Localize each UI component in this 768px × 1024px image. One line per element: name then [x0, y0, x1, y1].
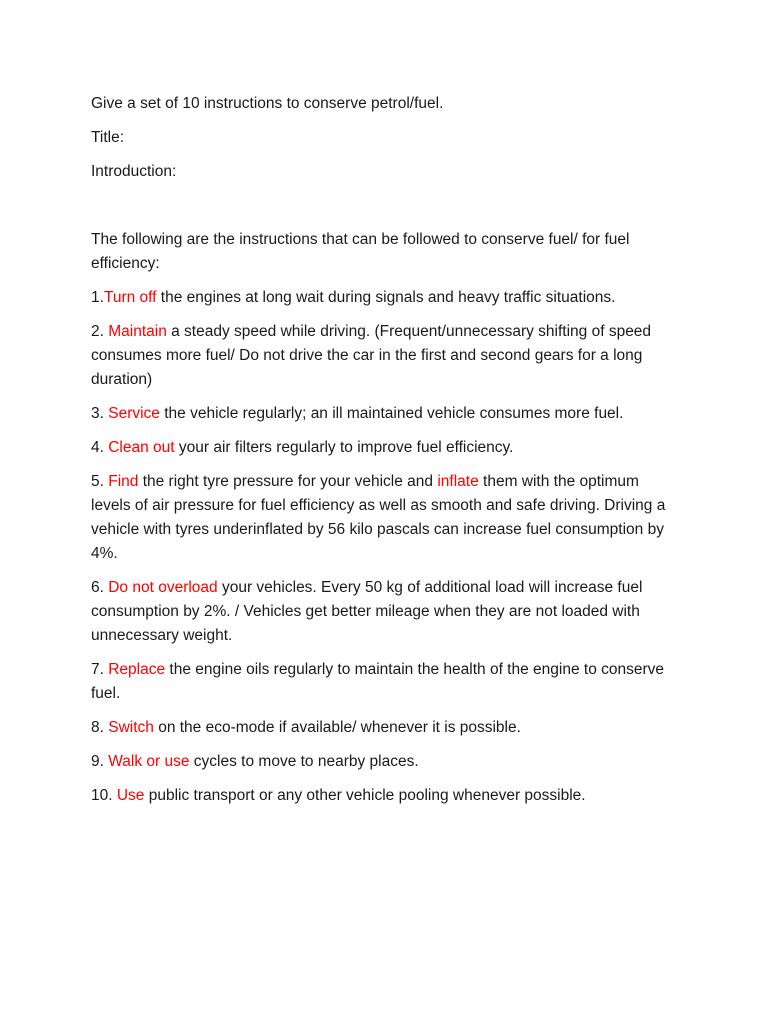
instruction-7: [91, 658, 681, 706]
instruction-text: on the eco-mode if available/ whenever it is possible.: [153, 719, 521, 736]
instruction-highlight: Maintain: [108, 323, 167, 340]
instruction-text: the engine oils regularly to maintain the health of the engine to conserve fuel.: [91, 661, 665, 702]
document-body: [91, 92, 681, 818]
instruction-number: 8.: [91, 719, 109, 736]
instruction-text: the right tyre pressure for your vehicle and: [138, 473, 438, 490]
instruction-number: 2.: [91, 323, 109, 340]
instruction-highlight: Walk or use: [108, 753, 190, 770]
instruction-highlight: Use: [116, 787, 145, 804]
instruction-5: [91, 470, 681, 566]
instruction-8: [91, 716, 681, 740]
instruction-3: [91, 402, 681, 426]
title-label: Title:: [91, 129, 125, 146]
instruction-number: 10.: [91, 787, 117, 804]
instruction-text: your air filters regularly to improve fuel efficiency.: [174, 439, 514, 456]
instruction-number: 3.: [91, 405, 109, 422]
instruction-text-continued: them with the optimum levels of air pressure for fuel efficiency as well as smooth and safe driving. Driving a vehicle with tyres underinflated by 56 kilo pascals can increase fuel consumption by 4%.: [91, 473, 666, 562]
instruction-text: the engines at long wait during signals and heavy traffic situations.: [156, 289, 616, 306]
instruction-highlight: Find: [108, 473, 139, 490]
blank-line: [91, 194, 681, 228]
instruction-number: 4.: [91, 439, 109, 456]
instruction-highlight: Turn off: [103, 289, 157, 306]
instruction-10: [91, 784, 681, 808]
instruction-text: public transport or any other vehicle pooling whenever possible.: [144, 787, 586, 804]
instruction-number: 1.: [91, 289, 104, 306]
instruction-highlight-secondary: inflate: [437, 473, 479, 490]
intro-text: The following are the instructions that can be followed to conserve fuel/ for fuel efficiency:: [91, 231, 630, 272]
instruction-2: [91, 320, 681, 392]
instruction-1: [91, 286, 681, 310]
instruction-number: 6.: [91, 579, 109, 596]
instruction-highlight: Switch: [108, 719, 154, 736]
introduction-label: Introduction:: [91, 163, 177, 180]
instruction-highlight: Service: [108, 405, 160, 422]
instruction-number: 7.: [91, 661, 109, 678]
instruction-text: a steady speed while driving. (Frequent/unnecessary shifting of speed consumes more fuel/ Do not drive the car in the first and second gears for a long duration): [91, 323, 652, 388]
instruction-9: [91, 750, 681, 774]
instruction-highlight: Clean out: [108, 439, 175, 456]
document-heading: Give a set of 10 instructions to conserve petrol/fuel.: [91, 95, 444, 112]
instruction-text: your vehicles. Every 50 kg of additional load will increase fuel consumption by 2%. / Vehicles get better mileage when they are not loaded with unnecessary weight.: [91, 579, 643, 644]
instruction-number: 9.: [91, 753, 109, 770]
instruction-number: 5.: [91, 473, 109, 490]
instruction-text: cycles to move to nearby places.: [189, 753, 419, 770]
instruction-4: [91, 436, 681, 460]
instruction-highlight: Replace: [108, 661, 166, 678]
instruction-text: the vehicle regularly; an ill maintained vehicle consumes more fuel.: [159, 405, 624, 422]
instruction-highlight: Do not overload: [108, 579, 218, 596]
instruction-6: [91, 576, 681, 648]
